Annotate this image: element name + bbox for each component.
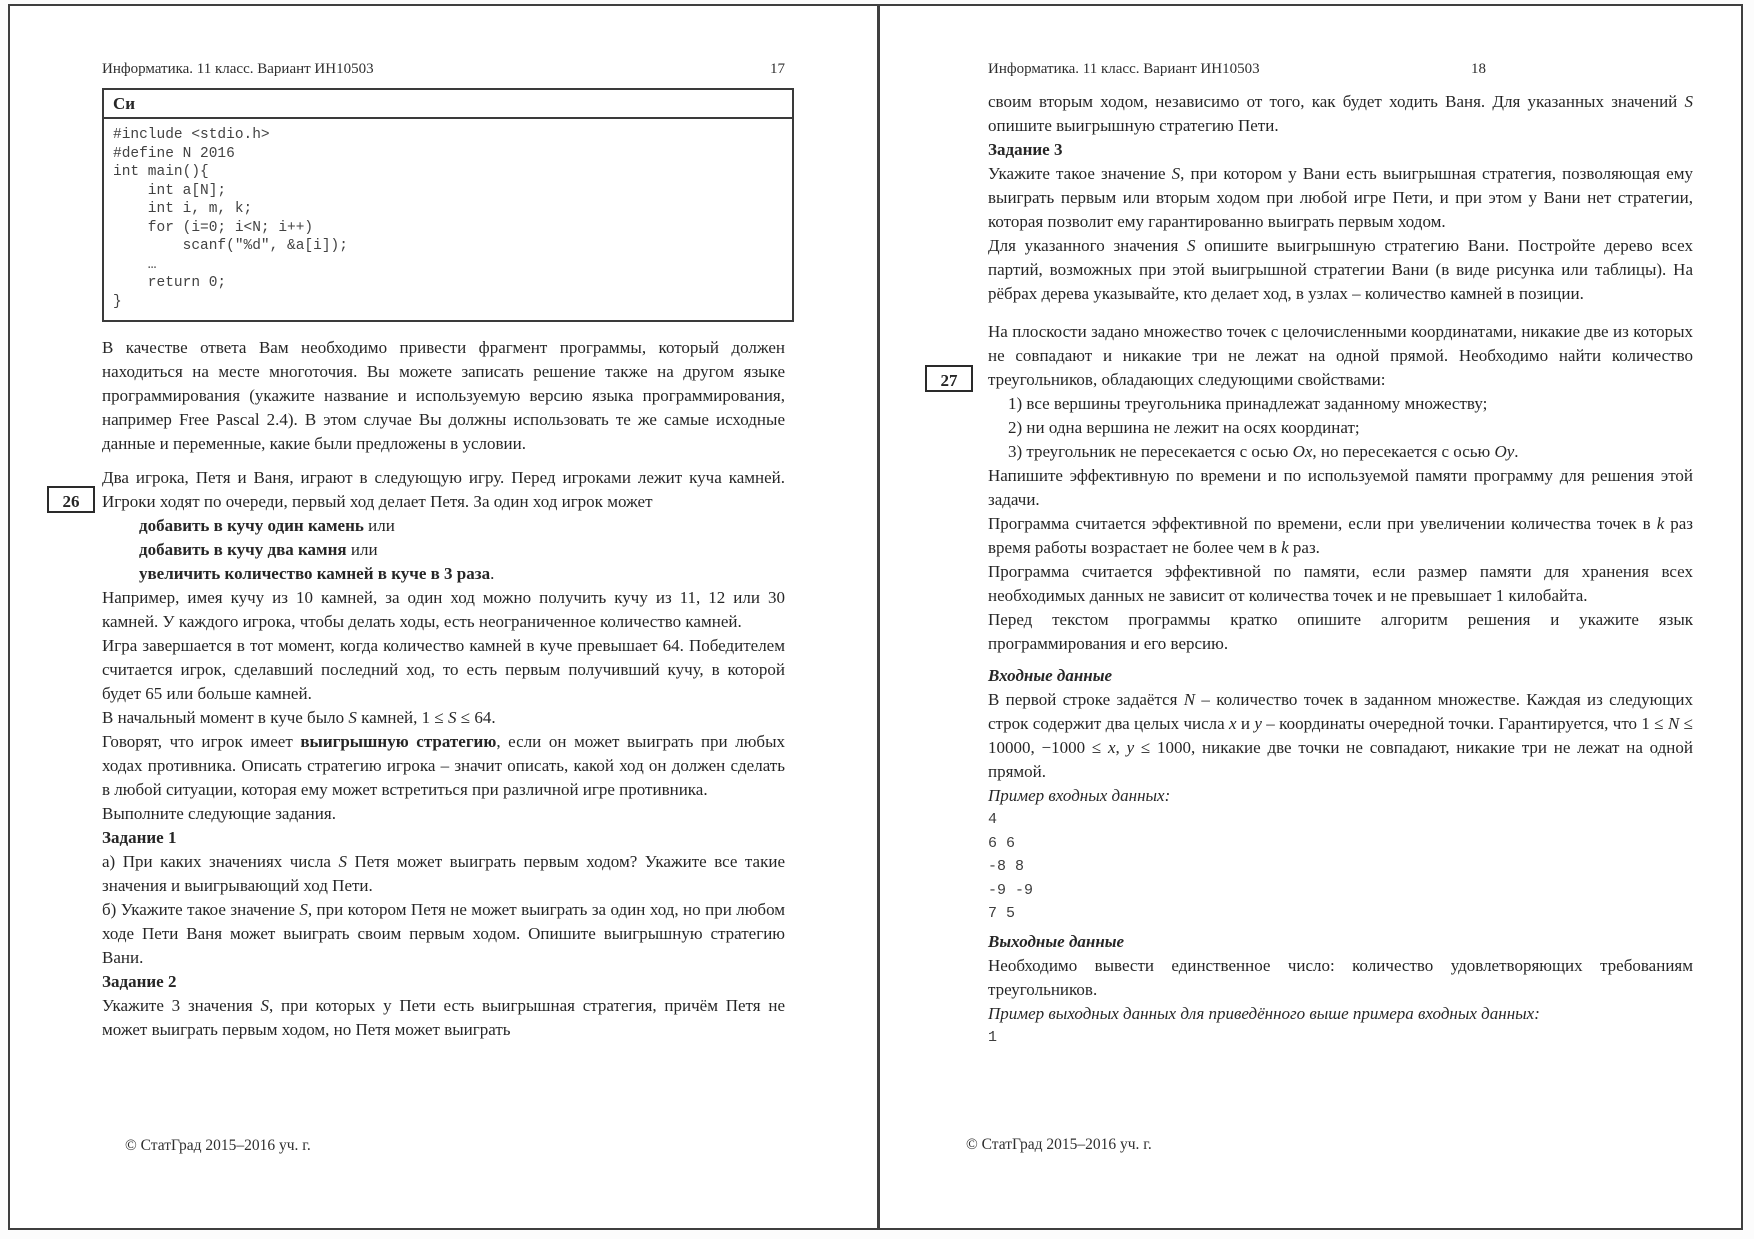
text-segment: Задание 3 [988,140,1063,159]
task3-paragraph [988,162,1693,234]
text-blocks [102,336,785,1042]
text-segment: выигрышную стратегию [300,732,497,751]
text-segment: Необходимо вывести единственное число: количество удовлетворяющих требованиям треугольников. [988,955,1693,999]
describe-algorithm-paragraph [988,608,1693,656]
text-segment: Для указанного значения [988,236,1188,255]
text-segment: S [348,708,357,727]
text-segment: 2) ни одна вершина не лежит на осях координат; [1008,418,1360,437]
text-segment: Входные данные [988,666,1113,685]
text-segment: , если он может выиграть при любых ходах противника. Описать стратегию игрока – значит описать, какой ход он должен сделать в любой ситуации, которая ему может встретиться при различной игре противника. [102,732,785,799]
text-segment: Oy [1494,442,1515,461]
text-segment: добавить в кучу один камень [139,516,364,535]
task-heading [988,138,1693,162]
text-segment: Пример входных данных: [988,786,1171,805]
text-segment: Выходные данные [988,931,1125,951]
move-option [102,562,785,586]
game-end-paragraph [102,634,785,706]
text-segment: или [346,540,378,559]
page-17 [10,6,877,1228]
text-segment: На плоскости задано множество точек с целочисленными координатами, никакие две из которых не совпадают и никакие три не лежат на одной прямой. Необходимо найти количество треугольников, обладающих следующими свойствами: [988,322,1693,389]
text-segment: . [490,564,495,583]
output-data-heading [988,930,1693,954]
code-listing: #include <stdio.h> #define N 2016 int main(){ int a[N]; int i, m, k; for (i=0; i<N; i++) scanf("%d", &a[i]); … return 0; } [113,127,348,310]
text-segment: Укажите 3 значения [102,996,261,1015]
text-segment: б) Укажите такое значение [102,900,300,919]
text-segment: , при котором Петя не может выиграть за один ход, но при любом ходе Пети Ваня может выиграть своим первым ходом. Опишите выигрышную стратегию Вани. [102,900,785,967]
text-segment: , при котором у Вани есть выигрышная стратегия, позволяющая ему выиграть первым или вторым ходом при любой игре Пети, и при этом у Вани нет стратегии, которая позволит ему гарантированно выиграть первым ходом. [988,164,1693,231]
task-number-box: 26 [47,486,95,513]
text-segment: . [1514,442,1519,461]
page-number: 17 [770,61,785,77]
task3-tree-paragraph [988,234,1693,306]
text-segment: Петя может выиграть первым ходом? Укажите все такие значения и выигрывающий ход Пети. [102,852,785,895]
text-segment: Два игрока, Петя и Ваня, играют в следующую игру. Перед игроками лежит куча камней. Игроки ходят по очереди, первый ход делает Петя. За один ход игрок может [102,468,785,511]
text-segment: ≤ 10000, −1000 ≤ [988,714,1693,757]
text-segment: N [1667,714,1680,733]
page-18 [880,6,1747,1228]
two-page-spread [8,4,1743,1230]
copyright-footer: © СтатГрад 2015–2016 уч. г. [125,1137,311,1154]
input-example-caption [988,784,1693,808]
do-tasks-paragraph [102,802,785,826]
text-segment: S [448,708,457,727]
document-title: Информатика. 11 класс. Вариант ИН10503 [102,61,374,77]
text-segment: Игра завершается в тот момент, когда количество камней в куче превышает 64. Победителем считается игрок, сделавший последний ход, то есть первым получивший кучу, в которой будет 65 или больше камней. [102,636,785,703]
task1b-paragraph [102,898,785,970]
text-segment: Программа считается эффективной по памяти, если размер памяти для хранения всех необходимых данных не зависит от количества точек и не превышает 1 килобайта. [988,562,1693,605]
text-segment: Например, имея кучу из 10 камней, за один ход можно получить кучу из 11, 12 или 30 камней. У каждого игрока, чтобы делать ходы, есть неограниченное количество камней. [102,588,785,631]
task-27-intro [988,320,1693,392]
text-segment: S [1187,236,1196,255]
text-segment: раз. [1288,538,1320,557]
running-header [102,60,785,78]
text-segment: x [1108,738,1116,757]
text-segment: опишите выигрышную стратегию Вани. Постройте дерево всех партий, возможных при этой выигрышной стратегии Вани (в виде рисунка или таблицы). На рёбрах дерева указывайте, кто делает ход, в узлах – количество камней в позиции. [988,236,1694,303]
text-segment: S [338,852,347,871]
text-segment: y [1126,738,1135,757]
text-segment: S [260,996,270,1015]
initial-condition-paragraph [102,706,785,730]
task-heading [102,826,785,850]
text-blocks [988,90,1693,1049]
running-header [988,60,1693,78]
text-segment: , при которых у Пети есть выигрышная стратегия, причём Петя не может выиграть первым ходом, но Петя может выиграть [102,996,785,1039]
text-segment: Напишите эффективную по времени и по используемой памяти программу для решения этой задачи. [988,466,1693,509]
text-segment: S [299,900,308,919]
task1a-paragraph [102,850,785,898]
text-segment: N [1183,690,1196,709]
text-segment: В начальный момент в куче было [102,708,349,727]
example-paragraph [102,586,785,634]
text-segment: 3) треугольник не пересекается с осью [1008,442,1293,461]
text-segment: S [1171,164,1181,183]
page-content [102,88,785,1042]
sample-input-data: 4 6 6 -8 8 -9 -9 7 5 [988,811,1034,922]
input-format-paragraph [988,688,1693,784]
text-segment: а) При каких значениях числа [102,852,339,871]
text-segment: раз время работы возрастает не более чем в [988,514,1693,557]
text-segment: Задание 1 [102,828,177,847]
input-data-heading [988,664,1693,688]
move-option [102,514,785,538]
text-segment: , но пересекается с осью [1312,442,1495,461]
text-segment: Задание 2 [102,972,177,991]
text-segment: В качестве ответа Вам необходимо привести фрагмент программы, который должен находиться на месте многоточия. Вы можете записать решение также на другом языке программирования (укажите название и используемую версию языка программирования, например Free Pascal 2.4). В этом случае Вы должны использовать те же самые исходные данные и переменные, какие были предложены в условии. [102,338,785,453]
text-segment: S [1684,92,1693,111]
text-segment: В первой строке задаётся [988,690,1184,709]
text-segment: Выполните следующие задания. [102,804,336,823]
task2-continuation-paragraph [988,90,1693,138]
text-segment: k [1656,514,1665,533]
task-heading [102,970,785,994]
text-segment: , [1115,738,1127,757]
property-list-item [988,416,1693,440]
write-program-paragraph [988,464,1693,512]
task-26-intro [102,466,785,514]
text-segment: Пример выходных данных для приведённого выше примера входных данных: [988,1003,1540,1023]
document-title: Информатика. 11 класс. Вариант ИН10503 [988,61,1260,77]
page-content [988,90,1693,1049]
text-segment: Программа считается эффективной по времени, если при увеличении количества точек в [988,514,1657,533]
text-segment: Укажите такое значение [988,164,1172,183]
sample-output-data: 1 [988,1028,998,1046]
text-segment: – координаты очередной точки. Гарантируется, что 1 ≤ [1261,714,1668,733]
memory-efficiency-paragraph [988,560,1693,608]
output-format-paragraph [988,954,1693,1002]
property-list-item [988,440,1693,464]
text-segment: или [363,516,395,535]
code-language-label: Си [104,90,792,119]
text-segment: своим вторым ходом, независимо от того, как будет ходить Ваня. Для указанных значений [988,92,1685,111]
text-segment: 1) все вершины треугольника принадлежат заданному множеству; [1008,394,1488,413]
text-segment: ≤ 64. [456,708,496,727]
text-segment: y [1254,714,1262,733]
text-segment: камней, 1 ≤ [356,708,448,727]
property-list-item [988,392,1693,416]
text-segment: увеличить количество камней в куче в 3 раза [139,564,491,583]
text-segment: Говорят, что игрок имеет [102,732,301,751]
text-segment: x [1229,714,1237,733]
task2-paragraph [102,994,785,1042]
text-segment: – количество точек в заданном множестве. Каждая из следующих строк содержит два целых числа [988,690,1693,733]
time-efficiency-paragraph [988,512,1693,560]
text-segment: Ox [1292,442,1313,461]
text-segment: Перед текстом программы кратко опишите алгоритм решения и укажите язык программирования и его версию. [988,610,1693,653]
page-number: 18 [1471,61,1486,77]
page-divider [877,6,880,1228]
text-segment: ≤ 1000, никакие две точки не совпадают, никакие три не лежат на одной прямой. [988,738,1694,781]
code-sample-box [102,88,794,322]
answer-instructions-paragraph [102,336,785,456]
copyright-footer: © СтатГрад 2015–2016 уч. г. [966,1136,1152,1153]
text-segment: опишите выигрышную стратегию Пети. [988,116,1279,135]
text-segment: добавить в кучу два камня [139,540,347,559]
move-option [102,538,785,562]
strategy-definition-paragraph [102,730,785,802]
output-example-caption [988,1002,1693,1026]
task-number-box: 27 [925,365,973,392]
text-segment: и [1236,714,1255,733]
text-segment: k [1281,538,1289,557]
